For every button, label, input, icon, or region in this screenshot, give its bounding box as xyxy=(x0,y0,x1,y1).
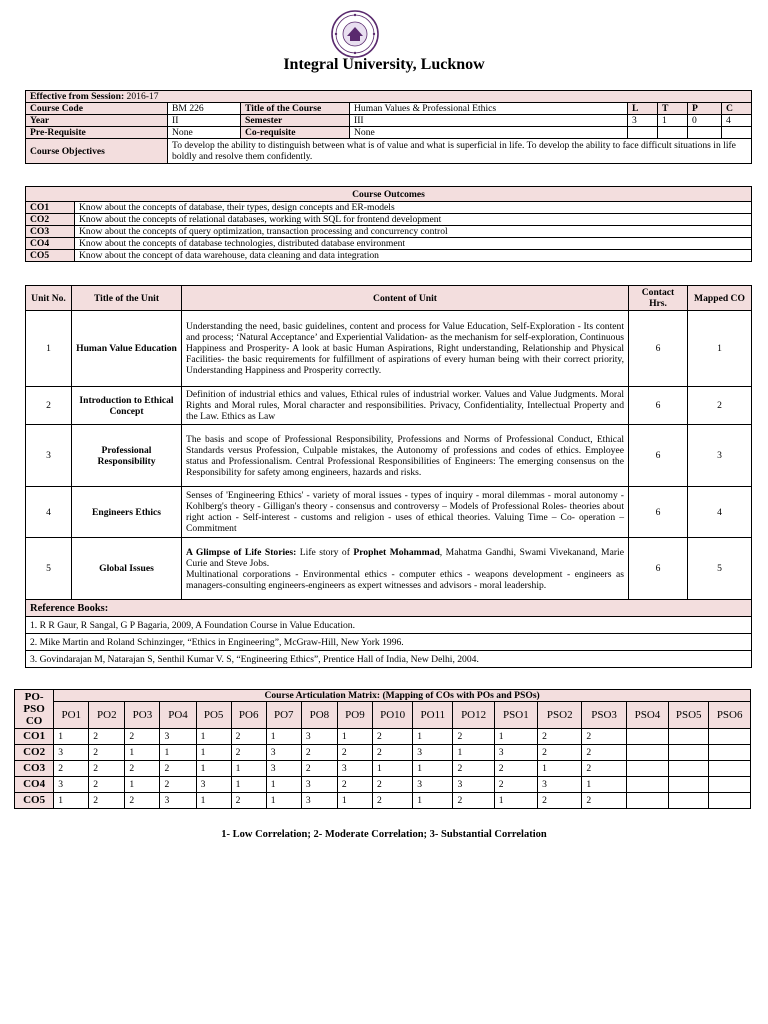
matrix-corner xyxy=(15,690,54,729)
course-title-label: Title of the Course xyxy=(241,103,350,115)
matrix-cell: 3 xyxy=(494,745,537,761)
correlation-legend: 1- Low Correlation; 2- Moderate Correlation; 3- Substantial Correlation xyxy=(221,829,547,840)
matrix-cell xyxy=(709,793,751,809)
matrix-cell: 1 xyxy=(413,761,453,777)
matrix-cell xyxy=(669,761,709,777)
matrix-column-header: PO11 xyxy=(413,702,453,729)
corner-top: PO-PSO xyxy=(23,691,45,715)
header-unit-title: Title of the Unit xyxy=(72,286,182,311)
matrix-cell: 2 xyxy=(494,777,537,793)
matrix-column-header: PSO2 xyxy=(538,702,582,729)
unit-no: 5 xyxy=(26,538,72,600)
reference-item: 1. R R Gaur, R Sangal, G P Bagaria, 2009, A Foundation Course in Value Education. xyxy=(26,617,752,634)
unit-co: 2 xyxy=(688,387,752,425)
co-code: CO2 xyxy=(26,214,75,226)
unit-content: Definition of industrial ethics and values, Ethical rules of industrial worker. Values and Value Judgments. Moral Rights and Moral rules, Moral character and responsibilities. Privacy, Confidentiality, Intellectual Property and the Law. Ethics as Law xyxy=(182,387,629,425)
matrix-cell: 3 xyxy=(196,777,231,793)
matrix-cell: 1 xyxy=(125,745,160,761)
matrix-cell: 2 xyxy=(125,761,160,777)
units-table xyxy=(25,285,752,668)
unit-co: 5 xyxy=(688,538,752,600)
life-stories-heading: A Glimpse of Life Stories: xyxy=(186,546,297,558)
matrix-cell: 2 xyxy=(337,745,372,761)
matrix-column-header: PSO3 xyxy=(582,702,626,729)
matrix-cell: 1 xyxy=(266,729,301,745)
course-outcomes-table xyxy=(25,186,752,262)
life-stories-name: Prophet Mohammad xyxy=(353,546,440,558)
matrix-column-header: PO6 xyxy=(231,702,266,729)
matrix-cell: 2 xyxy=(582,745,626,761)
ltpc-header-p: P xyxy=(688,103,722,115)
matrix-cell: 2 xyxy=(301,745,337,761)
course-title: Human Values & Professional Ethics xyxy=(350,103,628,115)
unit-title: Introduction to Ethical Concept xyxy=(72,387,182,425)
unit-co: 4 xyxy=(688,487,752,538)
matrix-column-header: PO3 xyxy=(125,702,160,729)
matrix-column-header: PO7 xyxy=(266,702,301,729)
matrix-cell: 2 xyxy=(373,729,413,745)
life-stories-rest: , Mahatma Gandhi, Swami Vivekanand, Marie Curie and Steve Jobs. xyxy=(186,546,624,569)
unit-hours: 6 xyxy=(629,425,688,487)
co-text: Know about the concept of data warehouse, data cleaning and data integration xyxy=(75,250,752,262)
matrix-cell: 3 xyxy=(413,745,453,761)
unit-row xyxy=(26,487,752,538)
header-mapped-co: Mapped CO xyxy=(688,286,752,311)
unit-row xyxy=(26,387,752,425)
co-code: CO5 xyxy=(26,250,75,262)
ltpc-value-c: 4 xyxy=(722,115,752,127)
matrix-title: Course Articulation Matrix: (Mapping of COs with POs and PSOs) xyxy=(54,690,751,702)
matrix-cell: 3 xyxy=(337,761,372,777)
matrix-cell xyxy=(626,793,668,809)
unit-title: Engineers Ethics xyxy=(72,487,182,538)
matrix-cell xyxy=(669,777,709,793)
matrix-row xyxy=(15,729,751,745)
reference-books-title: Reference Books: xyxy=(26,600,752,617)
matrix-column-header: PSO4 xyxy=(626,702,668,729)
unit-co: 3 xyxy=(688,425,752,487)
unit-hours: 6 xyxy=(629,487,688,538)
unit-no: 1 xyxy=(26,311,72,387)
matrix-column-header: PO5 xyxy=(196,702,231,729)
unit-title: Global Issues xyxy=(72,538,182,600)
matrix-cell: 3 xyxy=(54,745,89,761)
reference-item: 2. Mike Martin and Roland Schinzinger, “Ethics in Engineering”, McGraw-Hill, New York 1996. xyxy=(26,634,752,651)
matrix-cell: 1 xyxy=(413,729,453,745)
matrix-cell: 2 xyxy=(373,745,413,761)
matrix-column-header: PO12 xyxy=(453,702,494,729)
matrix-cell: 2 xyxy=(373,777,413,793)
unit-co: 1 xyxy=(688,311,752,387)
matrix-cell xyxy=(669,745,709,761)
matrix-cell: 1 xyxy=(196,793,231,809)
matrix-column-header: PO8 xyxy=(301,702,337,729)
matrix-row xyxy=(15,745,751,761)
matrix-cell: 2 xyxy=(89,793,125,809)
matrix-cell: 2 xyxy=(231,745,266,761)
matrix-cell: 1 xyxy=(196,729,231,745)
matrix-cell: 3 xyxy=(266,745,301,761)
matrix-cell xyxy=(669,729,709,745)
unit-no: 4 xyxy=(26,487,72,538)
coreq-label: Co-requisite xyxy=(241,127,350,139)
matrix-cell: 2 xyxy=(125,793,160,809)
matrix-cell: 3 xyxy=(453,777,494,793)
matrix-column-header: PSO5 xyxy=(669,702,709,729)
matrix-row-label: CO4 xyxy=(15,777,54,793)
matrix-row xyxy=(15,761,751,777)
header-content: Content of Unit xyxy=(182,286,629,311)
matrix-cell: 1 xyxy=(125,777,160,793)
matrix-cell xyxy=(626,777,668,793)
matrix-cell: 3 xyxy=(301,777,337,793)
matrix-cell: 2 xyxy=(538,793,582,809)
matrix-cell: 2 xyxy=(582,761,626,777)
matrix-cell: 3 xyxy=(54,777,89,793)
matrix-cell: 3 xyxy=(266,761,301,777)
unit-row xyxy=(26,311,752,387)
matrix-cell: 1 xyxy=(337,793,372,809)
prereq-label: Pre-Requisite xyxy=(26,127,168,139)
objectives-label: Course Objectives xyxy=(26,139,168,164)
unit-content xyxy=(182,538,629,600)
matrix-row-label: CO5 xyxy=(15,793,54,809)
matrix-cell xyxy=(626,745,668,761)
unit-no: 3 xyxy=(26,425,72,487)
co-text: Know about the concepts of query optimization, transaction processing and concurrency control xyxy=(75,226,752,238)
matrix-cell: 2 xyxy=(373,793,413,809)
matrix-column-header: PSO6 xyxy=(709,702,751,729)
ltpc-header-l: L xyxy=(628,103,658,115)
co-text: Know about the concepts of database, their types, design concepts and ER-models xyxy=(75,202,752,214)
matrix-cell: 3 xyxy=(301,729,337,745)
matrix-cell: 1 xyxy=(582,777,626,793)
coreq-value: None xyxy=(350,127,628,139)
matrix-cell: 1 xyxy=(196,761,231,777)
semester-label: Semester xyxy=(241,115,350,127)
matrix-cell xyxy=(709,729,751,745)
matrix-cell: 1 xyxy=(54,729,89,745)
unit-hours: 6 xyxy=(629,387,688,425)
matrix-cell: 2 xyxy=(538,729,582,745)
articulation-matrix xyxy=(14,689,751,809)
matrix-cell xyxy=(709,745,751,761)
matrix-cell: 1 xyxy=(373,761,413,777)
ltpc-header-c: C xyxy=(722,103,752,115)
university-seal xyxy=(331,10,379,58)
matrix-cell: 1 xyxy=(453,745,494,761)
header-unit-no: Unit No. xyxy=(26,286,72,311)
matrix-cell: 3 xyxy=(538,777,582,793)
session-value: 2016-17 xyxy=(126,91,159,102)
matrix-row xyxy=(15,793,751,809)
matrix-cell: 1 xyxy=(196,745,231,761)
matrix-cell: 2 xyxy=(89,777,125,793)
course-info-table xyxy=(25,90,752,164)
matrix-cell: 2 xyxy=(231,729,266,745)
matrix-row-label: CO3 xyxy=(15,761,54,777)
matrix-cell: 2 xyxy=(494,761,537,777)
header-contact-hrs: Contact Hrs. xyxy=(629,286,688,311)
unit-hours: 6 xyxy=(629,311,688,387)
co-text: Know about the concepts of relational databases, working with SQL for frontend development xyxy=(75,214,752,226)
university-title: Integral University, Lucknow xyxy=(283,56,485,73)
global-issues-text: Multinational corporations - Environmental ethics - computer ethics - weapons development - engineers as managers-consulting engineers-engineers as expert witnesses and advisors - moral leadership. xyxy=(186,568,624,591)
course-code: BM 226 xyxy=(168,103,241,115)
matrix-column-header: PO4 xyxy=(160,702,196,729)
ltpc-value-p: 0 xyxy=(688,115,722,127)
co-text: Know about the concepts of database technologies, distributed database environment xyxy=(75,238,752,250)
reference-item: 3. Govindarajan M, Natarajan S, Senthil Kumar V. S, “Engineering Ethics”, Prentice Hall of India, New Delhi, 2004. xyxy=(26,651,752,668)
matrix-cell: 3 xyxy=(160,793,196,809)
ltpc-header-t: T xyxy=(658,103,688,115)
unit-hours: 6 xyxy=(629,538,688,600)
co-code: CO1 xyxy=(26,202,75,214)
ltpc-value-t: 1 xyxy=(658,115,688,127)
matrix-cell: 2 xyxy=(453,761,494,777)
matrix-cell: 2 xyxy=(160,761,196,777)
unit-title: Human Value Education xyxy=(72,311,182,387)
prereq-value: None xyxy=(168,127,241,139)
course-code-label: Course Code xyxy=(26,103,168,115)
matrix-cell: 2 xyxy=(160,777,196,793)
matrix-cell: 2 xyxy=(582,793,626,809)
matrix-column-header: PO1 xyxy=(54,702,89,729)
matrix-cell xyxy=(626,729,668,745)
matrix-cell: 2 xyxy=(453,729,494,745)
unit-row xyxy=(26,425,752,487)
unit-content: Understanding the need, basic guidelines, content and process for Value Education, Self-Exploration - Its content and process; ‘Natural Acceptance’ and Experiential Validation- as the mechanism for self-exploration, Continuous Happiness and Prosperity- A look at basic Human Aspirations, Right understanding, Relationship and Physical Facilities- the basic requirements for fulfillment of aspirations of every human being with their correct priority, Understanding Happiness and Prosperity correctly. xyxy=(182,311,629,387)
matrix-row xyxy=(15,777,751,793)
matrix-cell: 2 xyxy=(89,761,125,777)
matrix-cell: 1 xyxy=(494,793,537,809)
matrix-column-header: PO9 xyxy=(337,702,372,729)
matrix-cell: 1 xyxy=(413,793,453,809)
matrix-cell: 2 xyxy=(337,777,372,793)
co-code: CO4 xyxy=(26,238,75,250)
outcomes-title: Course Outcomes xyxy=(26,187,752,202)
matrix-cell xyxy=(709,777,751,793)
matrix-cell: 1 xyxy=(494,729,537,745)
co-code: CO3 xyxy=(26,226,75,238)
unit-row xyxy=(26,538,752,600)
matrix-cell xyxy=(626,761,668,777)
session-label: Effective from Session: xyxy=(30,91,125,102)
matrix-cell: 2 xyxy=(538,745,582,761)
matrix-row-label: CO2 xyxy=(15,745,54,761)
matrix-cell: 2 xyxy=(301,761,337,777)
year-value: II xyxy=(168,115,241,127)
unit-content: The basis and scope of Professional Responsibility, Professions and Norms of Professional Conduct, Ethical Standards versus Profession, Culpable mistakes, the Autonomy of professions and codes of ethics. Employee status and Professionalism. Central Professional Responsibilities of Engineers: The emerging consensus on the Responsibility for safety among engineers, hazards and risks. xyxy=(182,425,629,487)
matrix-cell: 3 xyxy=(413,777,453,793)
session-cell xyxy=(26,91,752,103)
matrix-cell: 1 xyxy=(538,761,582,777)
semester-value: III xyxy=(350,115,628,127)
unit-title: Professional Responsibility xyxy=(72,425,182,487)
matrix-cell: 1 xyxy=(160,745,196,761)
unit-content: Senses of 'Engineering Ethics' - variety of moral issues - types of inquiry - moral dilemmas - moral autonomy - Kohlberg's theory - Gilligan's theory - consensus and controversy – Models of Professional Roles- theories about right action - Self-interest - customs and religion - uses of ethical theories. Valuing Time – Co- operation – Commitment xyxy=(182,487,629,538)
matrix-cell: 1 xyxy=(266,793,301,809)
unit-no: 2 xyxy=(26,387,72,425)
matrix-cell: 3 xyxy=(301,793,337,809)
matrix-column-header: PO2 xyxy=(89,702,125,729)
year-label: Year xyxy=(26,115,168,127)
matrix-cell: 2 xyxy=(89,729,125,745)
matrix-cell: 1 xyxy=(266,777,301,793)
matrix-cell: 1 xyxy=(54,793,89,809)
objectives-text: To develop the ability to distinguish between what is of value and what is superficial in life. To develop the ability to face difficult situations in life boldly and resolve them confidently. xyxy=(168,139,752,164)
ltpc-value-l: 3 xyxy=(628,115,658,127)
matrix-cell: 1 xyxy=(231,761,266,777)
matrix-cell: 2 xyxy=(453,793,494,809)
matrix-cell: 2 xyxy=(582,729,626,745)
life-stories-text: Life story of xyxy=(296,546,354,558)
matrix-cell xyxy=(669,793,709,809)
matrix-column-header: PSO1 xyxy=(494,702,537,729)
matrix-column-header: PO10 xyxy=(373,702,413,729)
matrix-cell: 2 xyxy=(125,729,160,745)
matrix-cell: 2 xyxy=(89,745,125,761)
matrix-cell: 2 xyxy=(54,761,89,777)
matrix-row-label: CO1 xyxy=(15,729,54,745)
matrix-cell: 1 xyxy=(231,777,266,793)
corner-bottom: CO xyxy=(25,715,43,727)
matrix-cell: 1 xyxy=(337,729,372,745)
matrix-cell: 3 xyxy=(160,729,196,745)
matrix-cell xyxy=(709,761,751,777)
matrix-cell: 2 xyxy=(231,793,266,809)
